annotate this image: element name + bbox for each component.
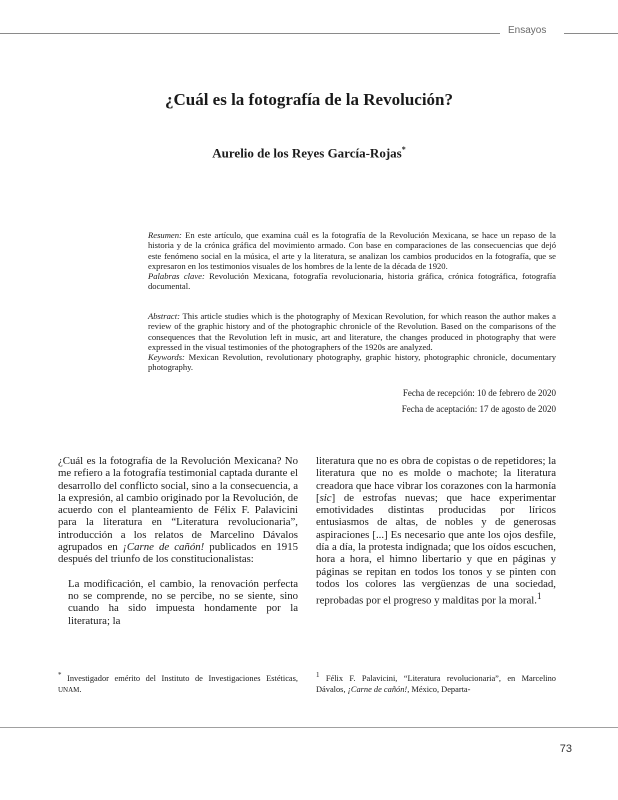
footer-rule (0, 727, 618, 728)
running-header (0, 22, 618, 42)
page-number: 73 (559, 743, 572, 755)
intro-text-b: publicados en 1915 después del triunfo de los constitucionalistas: (58, 541, 299, 566)
abstract-text: This article studies which is the photography of Mexican Revolution, for which reason the author makes a review of the graphic history and of the photographic chronicle of the Revolution. Based on the comparisons of the consequences that the Revolution left in music, art and literature, the changes produced in photography that were expressed in the visual testimonies of the photographers of the 1920s are analyzed. (148, 311, 556, 352)
intro-paragraph (58, 455, 298, 566)
body-column-right (316, 455, 556, 607)
author-name: Aurelio de los Reyes García-Rojas (212, 145, 402, 161)
footnote-1 (316, 670, 556, 695)
quote-text-a: literatura que no es obra de copistas o de repetidores; la literatura que no es molde o machote; la literatura creadora que hace vibrar los corazones con la harmonía [ (316, 455, 556, 504)
footnote-author-mark: * (58, 671, 62, 679)
body-column-left (58, 455, 298, 627)
header-rule-left (0, 33, 500, 34)
book-title: ¡Carne de cañón! (122, 541, 205, 554)
abstract-label: Abstract: (148, 311, 180, 321)
block-quote-start: La modificación, el cambio, la renovación perfecta no se comprende, no se percibe, no se siente, sino cuando ha sido impuesta hondamente por la literatura; la (68, 577, 298, 627)
section-label: Ensayos (508, 25, 547, 36)
palabras-clave-text: Revolución Mexicana, fotografía revolucionaria, historia gráfica, crónica fotográfica, fotografía documental. (148, 271, 556, 292)
palabras-clave-paragraph (148, 271, 556, 292)
footnote-author-end: . (79, 684, 82, 694)
article-dates (300, 385, 556, 417)
palabras-clave-label: Palabras clave: (148, 271, 205, 282)
block-quote-continued (316, 455, 556, 607)
article-title: ¿Cuál es la fotografía de la Revolución? (164, 90, 454, 109)
accepted-date: Fecha de aceptación: 17 de agosto de 2020 (401, 404, 556, 414)
intro-text-a: ¿Cuál es la fotografía de la Revolución Mexicana? No me refiero a la fotografía testimonial captada durante el desarrollo del conflicto social, sino a la consecuencia, a la expresión, al cambio originado por la Revolución, de acuerdo con el planteamiento de Félix F. Palavicini para la literatura en “Literatura revolucionaria”, introducción a los relatos de Marcelino Dávalos agrupados en (58, 455, 298, 554)
footnote-1-text-a: Félix F. Palavicini, “Literatura revolucionaria”, en Marcelino Dávalos, (316, 673, 556, 694)
keywords-text: Mexican Revolution, revolutionary photography, graphic history, photographic chronicle, documentary photography. (148, 352, 556, 373)
author-footnote-mark: * (401, 145, 406, 154)
footnote-1-mark: 1 (316, 671, 320, 679)
keywords-paragraph (148, 352, 556, 373)
resumen-block (148, 230, 556, 292)
received-date: Fecha de recepción: 10 de febrero de 2020 (402, 388, 556, 398)
resumen-text: En este artículo, que examina cuál es la fotografía de la Revolución Mexicana, se hace un repaso de la historia y de la crónica gráfica del movimiento armado. Con base en comparaciones de las consecuencias que dejó este fenómeno social en la música, el arte y la literatura, se analizan los cambios producidos en la fotografía, que se expresaron en los testimonios visuales de los hombres de la lente de la década de 1920. (148, 230, 556, 271)
sic-mark: sic (319, 491, 332, 504)
header-rule-right (564, 33, 618, 34)
article-author (0, 145, 618, 161)
footnote-author-institution: UNAM (58, 685, 80, 694)
abstract-paragraph (148, 311, 556, 352)
footnote-author-text: Investigador emérito del Instituto de Investigaciones Estéticas, (61, 673, 298, 683)
footnote-ref-1: 1 (536, 591, 542, 602)
resumen-paragraph (148, 230, 556, 271)
keywords-label: Keywords: (148, 352, 185, 363)
footnote-1-text-b: , México, Departa- (407, 684, 471, 694)
footnote-1-book: ¡Carne de cañón! (347, 684, 408, 694)
abstract-block (148, 311, 556, 373)
resumen-label: Resumen: (148, 230, 182, 240)
footnote-author (58, 670, 298, 696)
quote-text-b: ] de estrofas nuevas; que hace experimentar emotividades distintas producidas por líricos entusiasmos de altas, de nobles y de generosas aspiraciones [...] Es necesario que ante los ojos desfile, día a día, la protesta indignada; que los oídos escuchen, hora a hora, el himno libertario y que en páginas y páginas se repitan en todos los tonos y se pinten con todos los colores las vergüenzas de una sociedad, reprobadas por el progreso y malditas por la moral. (316, 491, 556, 607)
